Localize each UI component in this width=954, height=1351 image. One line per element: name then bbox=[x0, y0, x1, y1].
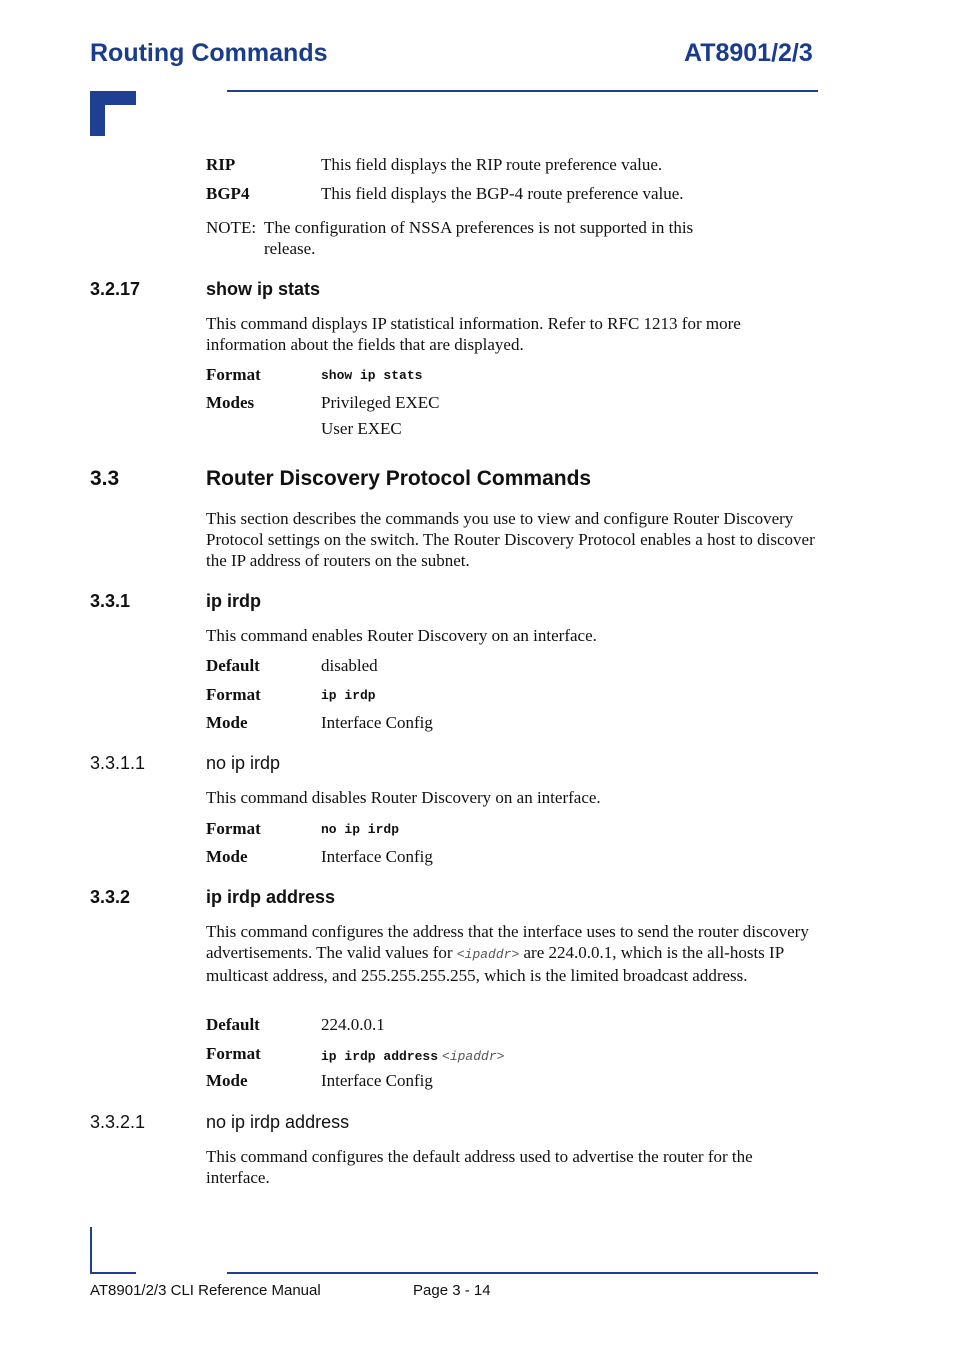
ip-irdp-format-label: Format bbox=[206, 685, 261, 704]
show-ip-stats-description: This command displays IP statistical information. Refer to RFC 1213 for more information about the fields that are displayed. bbox=[206, 314, 741, 354]
ip-irdp-address-default-value: 224.0.0.1 bbox=[321, 1015, 385, 1034]
section-number-3-3-1: 3.3.1 bbox=[90, 591, 131, 611]
ip-irdp-address-format-param: <ipaddr> bbox=[442, 1049, 505, 1064]
header-corner-mark bbox=[90, 91, 136, 136]
ip-irdp-address-mode-label: Mode bbox=[206, 1071, 248, 1090]
show-ip-stats-mode-privileged: Privileged EXEC bbox=[321, 393, 440, 412]
section-number-3-2-17: 3.2.17 bbox=[90, 279, 141, 299]
ip-irdp-address-format-command: ip irdp address bbox=[321, 1049, 439, 1064]
section-title-no-ip-irdp-address: no ip irdp address bbox=[206, 1112, 350, 1132]
ip-irdp-default-label: Default bbox=[206, 656, 260, 675]
ip-irdp-mode-label: Mode bbox=[206, 713, 248, 732]
ip-irdp-address-desc-param: <ipaddr> bbox=[456, 947, 520, 962]
section-title-ip-irdp-address: ip irdp address bbox=[206, 887, 336, 907]
bgp4-description: This field displays the BGP-4 route preference value. bbox=[321, 184, 684, 203]
header-rule bbox=[227, 90, 818, 92]
rip-description: This field displays the RIP route preference value. bbox=[321, 155, 663, 174]
note-line-2: release. bbox=[264, 239, 316, 258]
ip-irdp-address-description bbox=[206, 921, 818, 986]
ip-irdp-format-value: ip irdp bbox=[321, 688, 376, 703]
show-ip-stats-format-value: show ip stats bbox=[321, 368, 423, 383]
footer-rule bbox=[227, 1272, 818, 1274]
note-line-1: The configuration of NSSA preferences is not supported in this bbox=[264, 218, 694, 237]
ip-irdp-address-mode-value: Interface Config bbox=[321, 1071, 433, 1090]
header-product-title: AT8901/2/3 bbox=[684, 39, 813, 67]
ip-irdp-default-value: disabled bbox=[321, 656, 378, 675]
footer-page-number: Page 3 - 14 bbox=[413, 1282, 491, 1299]
section-title-router-discovery: Router Discovery Protocol Commands bbox=[206, 467, 592, 490]
ip-irdp-description: This command enables Router Discovery on an interface. bbox=[206, 626, 597, 645]
section-title-show-ip-stats: show ip stats bbox=[206, 279, 321, 299]
ip-irdp-address-desc-part2: are 224.0.0.1, which is the all-hosts IP multicast address, and 255.255.255.255, which is the limited broadcast address. bbox=[206, 943, 784, 985]
ip-irdp-address-default-label: Default bbox=[206, 1015, 260, 1034]
section-number-3-3-1-1: 3.3.1.1 bbox=[90, 753, 146, 773]
no-ip-irdp-mode-label: Mode bbox=[206, 847, 248, 866]
footer-manual-title: AT8901/2/3 CLI Reference Manual bbox=[90, 1282, 321, 1299]
section-number-3-3-2: 3.3.2 bbox=[90, 887, 131, 907]
router-discovery-description: This section describes the commands you use to view and configure Router Discovery Protocol settings on the switch. The Router Discovery Protocol enables a host to discover the IP address of routers on the subnet. bbox=[206, 509, 815, 570]
bgp4-label: BGP4 bbox=[206, 184, 250, 203]
section-number-3-3: 3.3 bbox=[90, 467, 120, 490]
header-chapter-title: Routing Commands bbox=[90, 39, 328, 67]
note-prefix: NOTE: bbox=[206, 218, 257, 237]
show-ip-stats-mode-user: User EXEC bbox=[321, 419, 402, 438]
no-ip-irdp-description: This command disables Router Discovery on an interface. bbox=[206, 788, 601, 807]
section-title-no-ip-irdp: no ip irdp bbox=[206, 753, 281, 773]
show-ip-stats-modes-label: Modes bbox=[206, 393, 255, 412]
footer-corner-mark bbox=[90, 1227, 136, 1274]
rip-label: RIP bbox=[206, 155, 236, 174]
no-ip-irdp-address-description: This command configures the default address used to advertise the router for the interface. bbox=[206, 1147, 753, 1187]
no-ip-irdp-mode-value: Interface Config bbox=[321, 847, 433, 866]
ip-irdp-mode-value: Interface Config bbox=[321, 713, 433, 732]
section-number-3-3-2-1: 3.3.2.1 bbox=[90, 1112, 146, 1132]
show-ip-stats-format-label: Format bbox=[206, 365, 261, 384]
section-title-ip-irdp: ip irdp bbox=[206, 591, 261, 611]
ip-irdp-address-desc-part1: This command configures the address that the interface uses to send the router discovery advertisements. The valid values for bbox=[206, 922, 809, 962]
no-ip-irdp-format-value: no ip irdp bbox=[321, 822, 400, 837]
ip-irdp-address-format-value bbox=[321, 1047, 504, 1065]
no-ip-irdp-format-label: Format bbox=[206, 819, 261, 838]
ip-irdp-address-format-label: Format bbox=[206, 1044, 261, 1063]
